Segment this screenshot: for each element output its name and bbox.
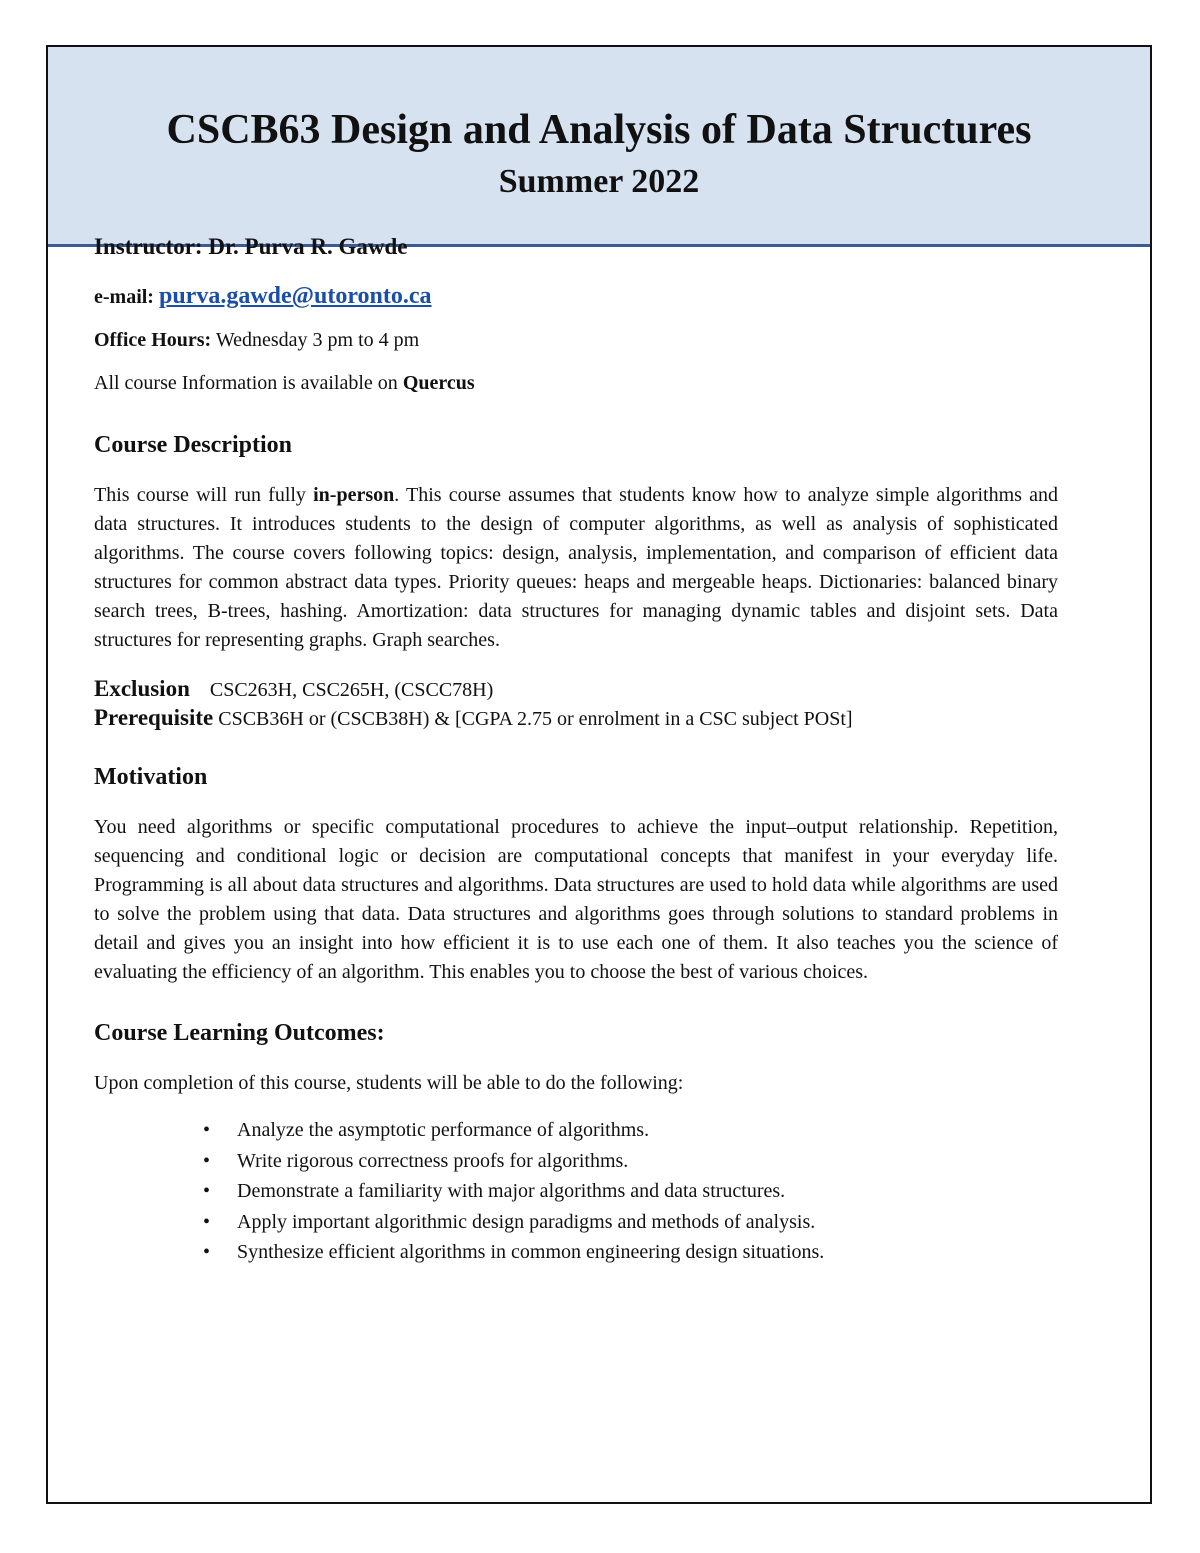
bullet-icon: • <box>203 1119 211 1141</box>
list-item <box>94 1115 1058 1146</box>
course-info-platform: Quercus <box>402 372 475 394</box>
office-hours-label: Office Hours: <box>94 329 212 351</box>
exclusion-value: CSC263H, CSC265H, (CSCC78H) <box>209 679 494 701</box>
motivation-text: You need algorithms or specific computational procedures to achieve the input–output relationship. Repetition, sequencing and conditional logic or decision are computational concepts that manifest in your everyday life. Programming is all about data structures and algorithms. Data structures are used to hold data while algorithms are used to solve the problem using that data. Data structures and algorithms goes through solutions to standard problems in detail and gives you an insight into how efficient it is to use each one of them. It also teaches you the science of evaluating the efficiency of an algorithm. This enables you to choose the best of various choices. <box>94 816 1058 983</box>
prerequisite-label: Prerequisite <box>94 705 214 730</box>
syllabus-content <box>94 232 1058 1268</box>
learning-outcomes-intro: Upon completion of this course, students will be able to do the following: <box>94 1072 684 1094</box>
office-hours-line <box>94 326 1058 354</box>
bullet-icon: • <box>203 1241 211 1263</box>
email-label: e-mail: <box>94 286 154 308</box>
list-item <box>94 1146 1058 1177</box>
list-item <box>94 1176 1058 1207</box>
outcome-text: Demonstrate a familiarity with major algorithms and data structures. <box>237 1180 786 1202</box>
list-item <box>94 1237 1058 1268</box>
bullet-icon: • <box>203 1210 211 1233</box>
course-info-prefix: All course Information is available on <box>94 372 398 394</box>
instructor-line: Instructor: Dr. Purva R. Gawde <box>94 234 408 259</box>
list-item <box>94 1207 1058 1238</box>
exclusion-line <box>94 675 1058 704</box>
course-description-start: This course will run fully <box>94 484 306 506</box>
outcome-text: Apply important algorithmic design paradigms and methods of analysis. <box>237 1210 816 1233</box>
course-info-line <box>94 369 1058 397</box>
motivation-heading: Motivation <box>94 764 208 790</box>
course-description-text <box>94 481 1058 655</box>
prerequisite-value: CSCB36H or (CSCB38H) & [CGPA 2.75 or enrolment in a CSC subject POSt] <box>218 708 853 730</box>
outcome-text: Synthesize efficient algorithms in common engineering design situations. <box>237 1241 825 1263</box>
term-subtitle: Summer 2022 <box>498 163 700 200</box>
prerequisite-line <box>94 704 1058 733</box>
bullet-icon: • <box>203 1180 211 1202</box>
course-description-heading: Course Description <box>94 432 292 458</box>
learning-outcomes-list <box>94 1115 1058 1268</box>
course-description-in-person: in-person <box>313 484 395 506</box>
learning-outcomes-heading: Course Learning Outcomes: <box>94 1020 385 1046</box>
exclusion-label: Exclusion <box>94 676 190 701</box>
outcome-text: Write rigorous correctness proofs for algorithms. <box>237 1149 629 1172</box>
course-description-rest: . This course assumes that students know how to analyze simple algorithms and data structures. It introduces students to the design of computer algorithms, as well as analysis of sophisticated algorithms. The course covers following topics: design, analysis, implementation, and comparison of efficient data structures for common abstract data types. Priority queues: heaps and mergeable heaps. Dictionaries: balanced binary search trees, B-trees, hashing. Amortization: data structures for managing dynamic tables and disjoint sets. Data structures for representing graphs. Graph searches. <box>94 484 1058 651</box>
office-hours-value: Wednesday 3 pm to 4 pm <box>215 329 420 351</box>
bullet-icon: • <box>203 1149 211 1172</box>
email-link[interactable]: purva.gawde@utoronto.ca <box>158 283 432 309</box>
course-title: CSCB63 Design and Analysis of Data Structures <box>166 107 1032 153</box>
title-banner <box>48 47 1150 247</box>
outcome-text: Analyze the asymptotic performance of algorithms. <box>237 1119 650 1141</box>
email-line <box>94 282 1058 311</box>
